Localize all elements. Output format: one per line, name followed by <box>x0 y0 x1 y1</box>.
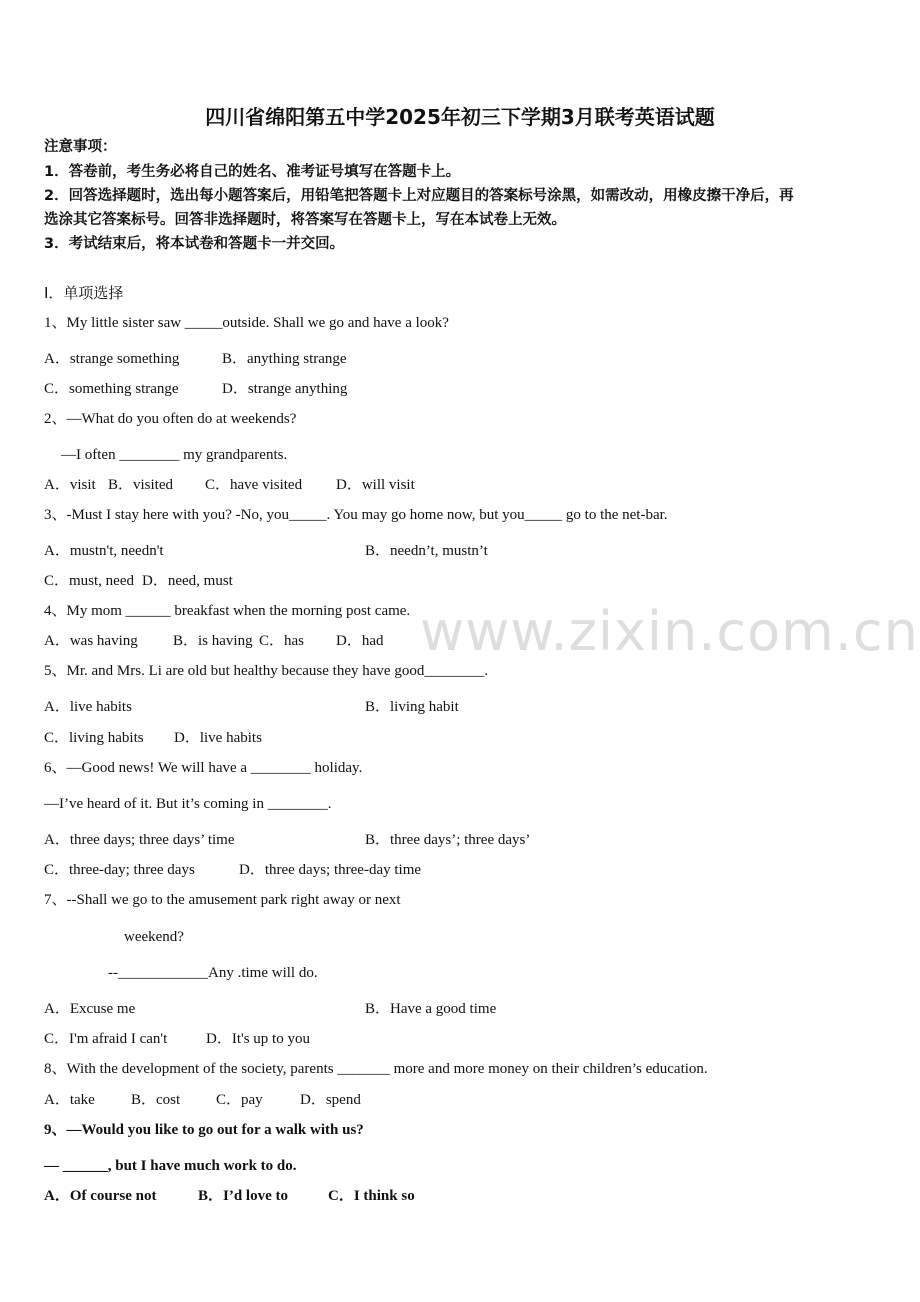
option-c[interactable]: C．I'm afraid I can't <box>44 1031 168 1047</box>
question-stem: 3、-Must I stay here with you? -No, you_____. You may go home now, but you_____ go to the net-bar. <box>44 507 668 523</box>
option-a[interactable]: A．strange something <box>44 351 180 367</box>
option-d[interactable]: D．three days; three-day time <box>239 862 422 878</box>
option-a[interactable]: A．live habits <box>44 699 132 715</box>
option-b[interactable]: B．visited <box>108 477 174 493</box>
watermark: www.zixin.com.cn <box>420 600 919 663</box>
question-stem-line: --____________Any .time will do. <box>108 965 318 981</box>
option-a[interactable]: A．Excuse me <box>44 1001 136 1017</box>
question-stem: 2、—What do you often do at weekends? <box>44 411 297 427</box>
question-stem: 7、--Shall we go to the amusement park right away or next <box>44 892 401 908</box>
option-b[interactable]: B．three days’; three days’ <box>365 832 531 848</box>
option-d[interactable]: D．strange anything <box>222 381 348 397</box>
question-stem <box>44 1120 364 1140</box>
notice-item-1: 1．答卷前，考生务必将自己的姓名、准考证号填写在答题卡上。 <box>44 164 461 180</box>
option-a[interactable]: A．mustn't, needn't <box>44 543 164 559</box>
question-stem-line: —I’ve heard of it. But it’s coming in ________. <box>44 796 332 812</box>
question-stem: 4、My mom ______ breakfast when the morning post came. <box>44 603 411 619</box>
option-a[interactable]: A．was having <box>44 633 138 649</box>
option-b[interactable]: B．living habit <box>365 699 459 715</box>
notice-item-2-cont: 选涂其它答案标号。回答非选择题时，将答案写在答题卡上，写在本试卷上无效。 <box>44 212 566 228</box>
option-b[interactable]: B．needn’t, mustn’t <box>365 543 488 559</box>
question-stem: 1、My little sister saw _____outside. Shall we go and have a look? <box>44 315 449 331</box>
option-d[interactable]: D．had <box>336 633 384 649</box>
option-d[interactable]: D．live habits <box>174 730 262 746</box>
section-heading: Ⅰ．单项选择 <box>44 284 124 302</box>
option-c[interactable]: C．living habits <box>44 730 144 746</box>
notice-item-2: 2．回答选择题时，选出每小题答案后，用铅笔把答题卡上对应题目的答案标号涂黑，如需改动，用橡皮擦干净后，再 <box>44 188 794 204</box>
option-c[interactable]: C．three-day; three days <box>44 862 195 878</box>
notice-heading: 注意事项： <box>44 139 117 155</box>
option-c[interactable]: C．something strange <box>44 381 179 397</box>
question-stem: 6、—Good news! We will have a ________ holiday. <box>44 760 363 776</box>
option-a[interactable]: A．three days; three days’ time <box>44 832 235 848</box>
page-title: 四川省绵阳第五中学2025年初三下学期3月联考英语试题 <box>205 105 715 129</box>
question-stem-line: —I often ________ my grandparents. <box>61 447 288 463</box>
question-stem-line: weekend? <box>124 929 184 945</box>
notice-item-3: 3．考试结束后，将本试卷和答题卡一并交回。 <box>44 236 345 252</box>
option-d[interactable]: D．It's up to you <box>206 1031 310 1047</box>
option-b[interactable]: B．cost <box>131 1092 181 1108</box>
option-b[interactable]: B．Have a good time <box>365 1001 497 1017</box>
option-d[interactable]: D．spend <box>300 1092 361 1108</box>
option-b[interactable]: B．anything strange <box>222 351 347 367</box>
option-a[interactable]: A．take <box>44 1092 95 1108</box>
option-a[interactable]: A．Of course not <box>44 1188 157 1204</box>
option-b[interactable]: B．I’d love to <box>198 1188 289 1204</box>
question-stem: 8、With the development of the society, parents _______ more and more money on their children’s education. <box>44 1061 708 1077</box>
option-d[interactable]: D．need, must <box>142 573 233 589</box>
option-c[interactable]: C．I think so <box>328 1188 415 1204</box>
question-stem: 5、Mr. and Mrs. Li are old but healthy because they have good________. <box>44 663 489 679</box>
question-stem-text: 9、—Would you like to go out for a walk with us? <box>44 1122 364 1138</box>
option-c[interactable]: C．must, need <box>44 573 134 589</box>
question-stem-line: — ______, but I have much work to do. <box>44 1158 297 1174</box>
option-a[interactable]: A．visit <box>44 477 96 493</box>
option-c[interactable]: C．have visited <box>205 477 303 493</box>
option-d[interactable]: D．will visit <box>336 477 415 493</box>
option-c[interactable]: C．pay <box>216 1092 263 1108</box>
option-b[interactable]: B．is having <box>173 633 253 649</box>
option-c[interactable]: C．has <box>259 633 305 649</box>
